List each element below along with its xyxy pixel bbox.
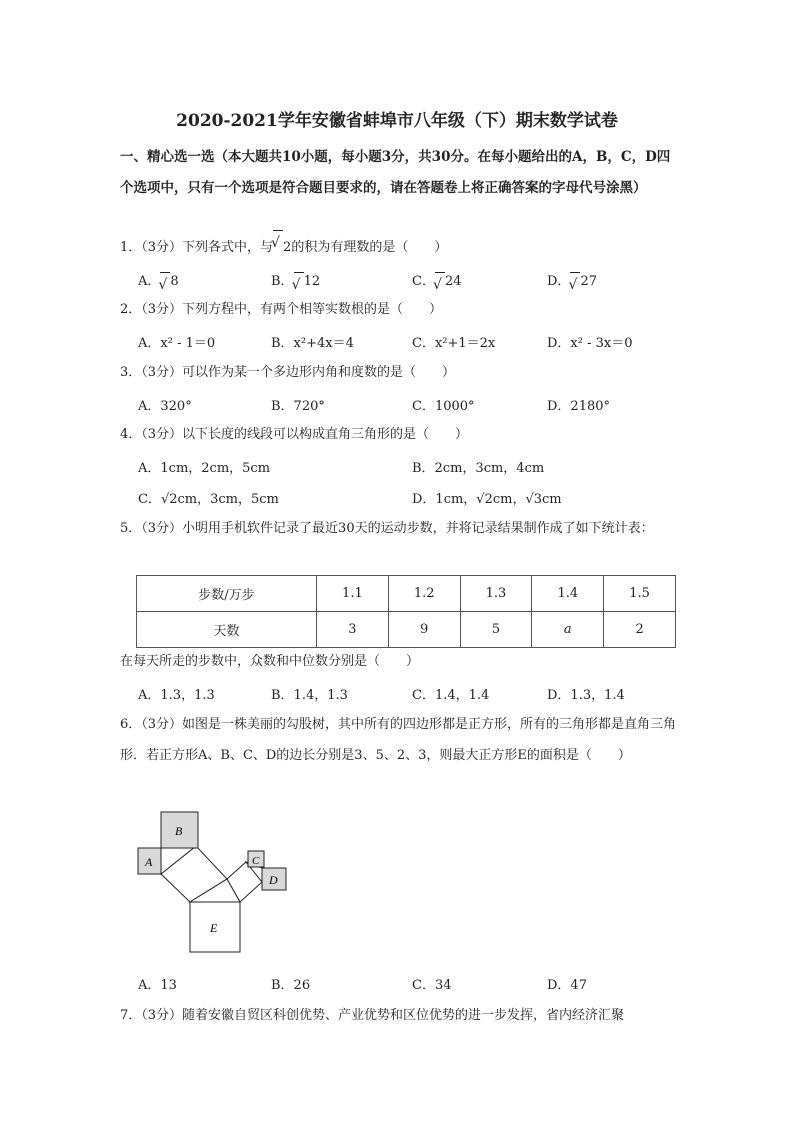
q1-option-d[interactable]: D． √ 27	[547, 274, 597, 293]
q1-option-a[interactable]: A． √ 8	[138, 274, 179, 293]
label-d: D	[269, 873, 278, 887]
q6-option-a[interactable]: A．13	[138, 978, 177, 993]
table-cell: 1.3	[460, 576, 532, 612]
q6-option-d[interactable]: D．47	[547, 978, 587, 993]
table-cell: 9	[388, 612, 460, 648]
q1-option-b[interactable]: B． √ 12	[271, 274, 321, 293]
q6-option-b[interactable]: B．26	[271, 978, 311, 993]
q2-option-b[interactable]: B．x²+4x＝4	[271, 336, 354, 351]
question-6: 6．（3分）如图是一株美丽的勾股树，其中所有的四边形都是正方形，所有的三角形都是直角三角形．若正方形A、B、C、D的边长分别是3、5、2、3，则最大正方形E的面积是（ ）	[120, 717, 677, 763]
q4-option-a[interactable]: A．1cm，2cm，5cm	[138, 461, 271, 476]
q4-option-c[interactable]: C．√2cm，3cm，5cm	[138, 492, 279, 507]
table-cell: 1.2	[388, 576, 460, 612]
table-cell: 1.5	[604, 576, 676, 612]
steps-table	[136, 575, 676, 648]
table-cell: 步数/万步	[137, 576, 317, 612]
q4-option-d[interactable]: D．1cm，√2cm，√3cm	[412, 492, 562, 507]
question-3: 3．（3分）可以作为某一个多边形内角和度数的是（ ）	[120, 365, 456, 380]
label-c: C	[252, 855, 260, 867]
question-7: 7．（3分）随着安徽自贸区科创优势、产业优势和区位优势的进一步发挥，省内经济汇聚	[120, 1008, 625, 1023]
q3-option-d[interactable]: D．2180°	[547, 399, 611, 414]
table-cell: 3	[317, 612, 389, 648]
q1-option-c[interactable]: C． √ 24	[412, 274, 462, 293]
question-5: 5．（3分）小明用手机软件记录了最近30天的运动步数，并将记录结果制作成了如下统计表：	[120, 521, 654, 536]
table-cell: 1.4	[532, 576, 604, 612]
page-title: 2020-2021学年安徽省蚌埠市八年级（下）期末数学试卷	[176, 111, 618, 131]
section-heading: 一、精心选一选（本大题共10小题，每小题3分，共30分。在每小题给出的A，B，C，D四个选项中，只有一个选项是符合题目要求的，请在答题卷上将正确答案的字母代号涂黑）	[120, 149, 671, 196]
label-a: A	[145, 855, 153, 869]
q2-option-d[interactable]: D．x² - 3x＝0	[547, 336, 633, 351]
q6-option-c[interactable]: C．34	[412, 978, 452, 993]
q5-option-d[interactable]: D．1.3，1.4	[547, 688, 625, 703]
sqrt-radical: √ 2	[273, 232, 291, 263]
question-5-ask: 在每天所走的步数中，众数和中位数分别是（ ）	[120, 654, 420, 669]
label-b: B	[175, 824, 183, 838]
q3-option-c[interactable]: C．1000°	[412, 399, 475, 414]
q5-option-c[interactable]: C．1.4，1.4	[412, 688, 490, 703]
question-1-stem-b: 的积为有理数的是（ ）	[291, 240, 448, 255]
table-cell: 1.1	[317, 576, 389, 612]
q5-option-b[interactable]: B．1.4，1.3	[271, 688, 348, 703]
label-e: E	[210, 921, 218, 935]
q3-option-a[interactable]: A．320°	[138, 399, 192, 414]
q5-option-a[interactable]: A．1.3，1.3	[138, 688, 215, 703]
q4-option-b[interactable]: B．2cm，3cm，4cm	[412, 461, 545, 476]
q3-option-b[interactable]: B．720°	[271, 399, 325, 414]
pythagoras-tree-figure	[134, 808, 304, 960]
table-cell: 2	[604, 612, 676, 648]
table-cell: 天数	[137, 612, 317, 648]
question-2: 2．（3分）下列方程中，有两个相等实数根的是（ ）	[120, 302, 443, 317]
q2-option-a[interactable]: A．x² - 1＝0	[138, 336, 216, 351]
question-1-stem-a: 1．（3分）下列各式中，与	[120, 240, 274, 255]
table-row	[137, 612, 676, 648]
question-4: 4．（3分）以下长度的线段可以构成直角三角形的是（ ）	[120, 427, 469, 442]
table-cell: a	[532, 612, 604, 648]
q2-option-c[interactable]: C．x²+1＝2x	[412, 336, 496, 351]
table-cell: 5	[460, 612, 532, 648]
table-row	[137, 576, 676, 612]
question-1	[120, 232, 680, 263]
